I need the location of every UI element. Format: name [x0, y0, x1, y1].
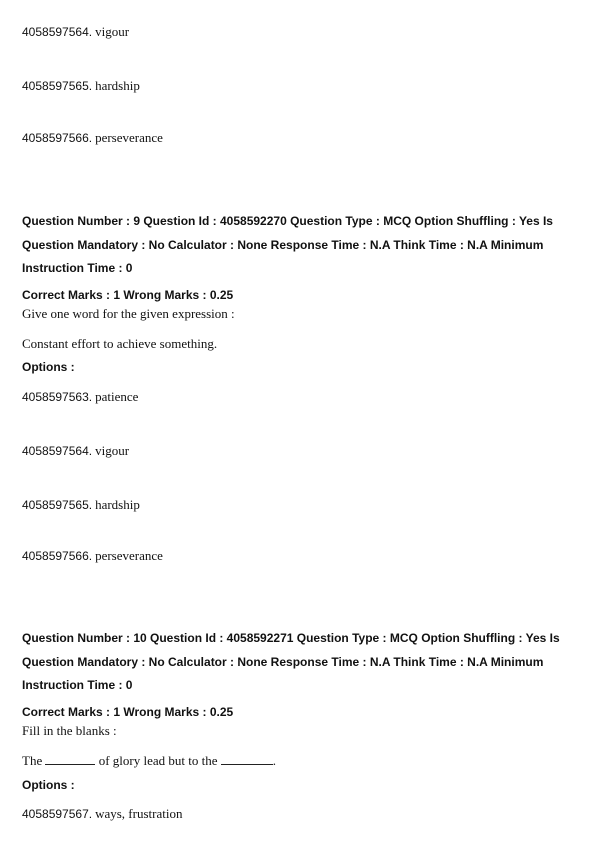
option-id: 4058597564.: [22, 444, 93, 458]
option-id: 4058597566.: [22, 549, 93, 563]
list-item: [22, 78, 140, 94]
question-marks: Correct Marks : 1 Wrong Marks : 0.25: [22, 705, 234, 719]
option-text: perseverance: [95, 548, 163, 563]
sentence-middle: of glory lead but to the: [98, 753, 218, 768]
list-item: [22, 130, 163, 146]
blank-line: [221, 754, 273, 765]
sentence-end: .: [272, 753, 276, 768]
list-item: [22, 548, 163, 564]
option-id: 4058597567.: [22, 807, 93, 821]
option-id: 4058597564.: [22, 25, 93, 39]
list-item: [22, 806, 182, 822]
list-item: [22, 497, 140, 513]
option-id: 4058597566.: [22, 131, 93, 145]
question-meta-line: Question Number : 10 Question Id : 4058592271 Question Type : MCQ Option Shuffling : Yes Is: [22, 631, 560, 645]
options-label: Options :: [22, 360, 75, 374]
list-item: [22, 389, 138, 405]
option-text: ways, frustration: [95, 806, 183, 821]
blank-line: [45, 754, 95, 765]
question-meta-line: Question Mandatory : No Calculator : None Response Time : N.A Think Time : N.A Minimum: [22, 655, 544, 669]
question-meta-line: Question Number : 9 Question Id : 4058592270 Question Type : MCQ Option Shuffling : Yes Is: [22, 214, 553, 228]
list-item: [22, 24, 129, 40]
question-meta-line: Instruction Time : 0: [22, 678, 133, 692]
question-prompt: Constant effort to achieve something.: [22, 336, 218, 351]
question-instruction: Give one word for the given expression :: [22, 306, 235, 321]
option-text: hardship: [95, 78, 140, 93]
option-text: vigour: [95, 443, 130, 458]
option-text: patience: [95, 389, 139, 404]
option-id: 4058597565.: [22, 498, 93, 512]
sentence-start: The: [22, 753, 43, 768]
question-sentence: [22, 753, 276, 769]
question-meta-line: Question Mandatory : No Calculator : None Response Time : N.A Think Time : N.A Minimum: [22, 238, 544, 252]
option-text: vigour: [95, 24, 130, 39]
option-text: perseverance: [95, 130, 163, 145]
option-id: 4058597563.: [22, 390, 93, 404]
option-text: hardship: [95, 497, 140, 512]
question-meta-line: Instruction Time : 0: [22, 261, 133, 275]
list-item: [22, 443, 129, 459]
option-id: 4058597565.: [22, 79, 93, 93]
question-marks: Correct Marks : 1 Wrong Marks : 0.25: [22, 288, 234, 302]
options-label: Options :: [22, 778, 75, 792]
question-instruction: Fill in the blanks :: [22, 723, 117, 738]
